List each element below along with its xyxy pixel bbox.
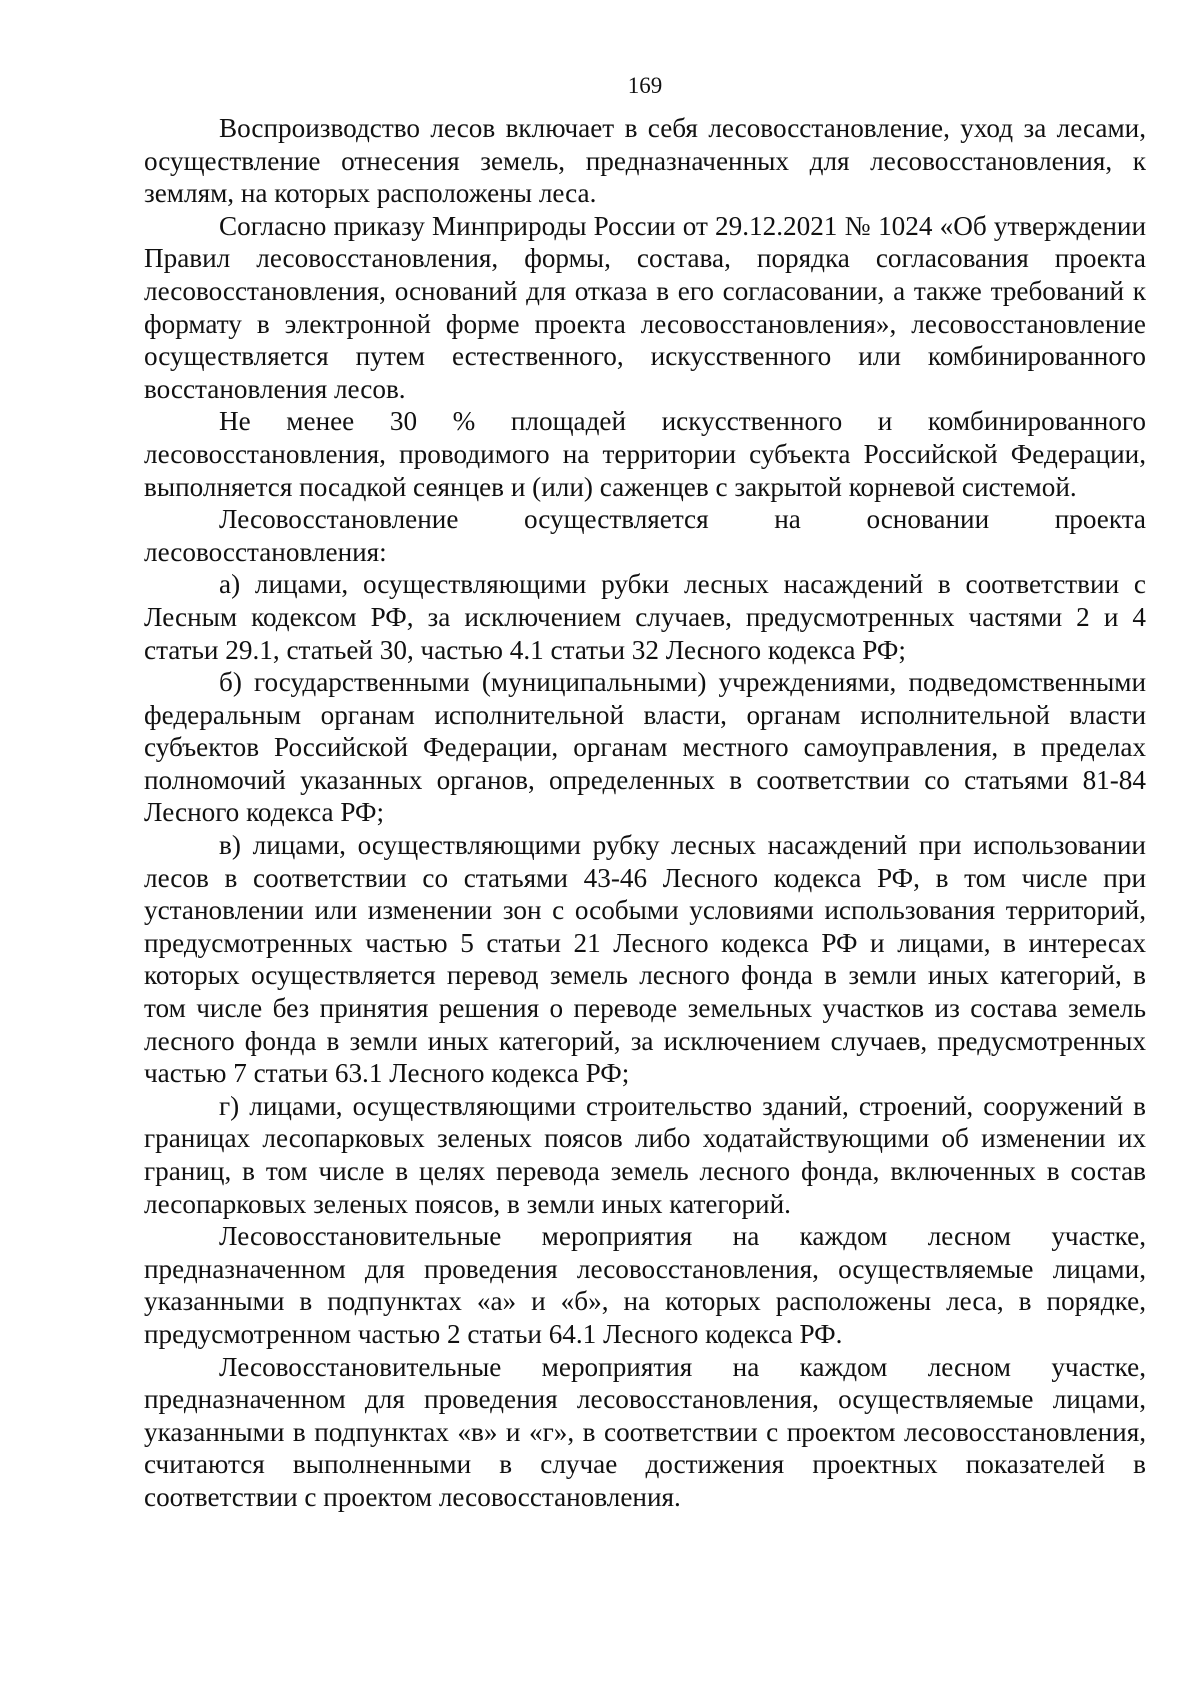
page-number: 169	[627, 73, 663, 98]
list-item-b: б) государственными (муниципальными) учреждениями, подведомственными федеральным органам исполнительной власти, органам исполнительной власти субъектов Российской Федерации, органам местного самоуправления, в пределах полномочий указанных органов, определенных в соответствии со статьями 81-84 Лесного кодекса РФ;	[144, 667, 1146, 828]
paragraph-closed-root-seedlings: Не менее 30 % площадей искусственного и комбинированного лесовосстановления, проводимого на территории субъекта Российской Федерации, выполняется посадкой сеянцев и (или) саженцев с закрытой корневой системой.	[144, 406, 1146, 502]
paragraph-measures-v-g: Лесовосстановительные мероприятия на каждом лесном участке, предназначенном для проведения лесовосстановления, осуществляемые лицами, указанными в подпунктах «в» и «г», в соответствии с проектом лесовосстановления, считаются выполненными в случае достижения проектных показателей в соответствии с проектом лесовосстановления.	[144, 1351, 1146, 1512]
list-item-g: г) лицами, осуществляющими строительство зданий, строений, сооружений в границах лесопарковых зеленых поясов либо ходатайствующими об изменении их границ, в том числе в целях перевода земель лесного фонда, включенных в состав лесопарковых зеленых поясов, в земли иных категорий.	[144, 1090, 1146, 1219]
paragraph-ministry-order: Согласно приказу Минприроды России от 29.12.2021 № 1024 «Об утверждении Правил лесовосстановления, формы, состава, порядка согласования проекта лесовосстановления, оснований для отказа в его согласовании, а также требований к формату в электронной форме проекта лесовосстановления», лесовосстановление осуществляется путем естественного, искусственного или комбинированного восстановления лесов.	[144, 210, 1146, 404]
list-item-a: а) лицами, осуществляющими рубки лесных насаждений в соответствии с Лесным кодексом РФ, за исключением случаев, предусмотренных частями 2 и 4 статьи 29.1, статьей 30, частью 4.1 статьи 32 Лесного кодекса РФ;	[144, 569, 1146, 665]
document-page	[144, 70, 1146, 1514]
paragraph-measures-a-b: Лесовосстановительные мероприятия на каждом лесном участке, предназначенном для проведения лесовосстановления, осуществляемые лицами, указанными в подпунктах «а» и «б», на которых расположены леса, в порядке, предусмотренном частью 2 статьи 64.1 Лесного кодекса РФ.	[144, 1221, 1146, 1349]
list-item-v: в) лицами, осуществляющими рубку лесных насаждений при использовании лесов в соответствии со статьями 43-46 Лесного кодекса РФ, в том числе при установлении или изменении зон с особыми условиями использования территорий, предусмотренных частью 5 статьи 21 Лесного кодекса РФ и лицами, в интересах которых осуществляется перевод земель лесного фонда в земли иных категорий, в том числе без принятия решения о переводе земельных участков из состава земель лесного фонда в земли иных категорий, за исключением случаев, предусмотренных частью 7 статьи 63.1 Лесного кодекса РФ;	[144, 830, 1146, 1089]
paragraph-reforestation-definition: Воспроизводство лесов включает в себя лесовосстановление, уход за лесами, осуществление отнесения земель, предназначенных для лесовосстановления, к землям, на которых расположены леса.	[144, 113, 1146, 209]
paragraph-project-basis: Лесовосстановление осуществляется на основании проекта лесовосстановления:	[144, 504, 1146, 567]
